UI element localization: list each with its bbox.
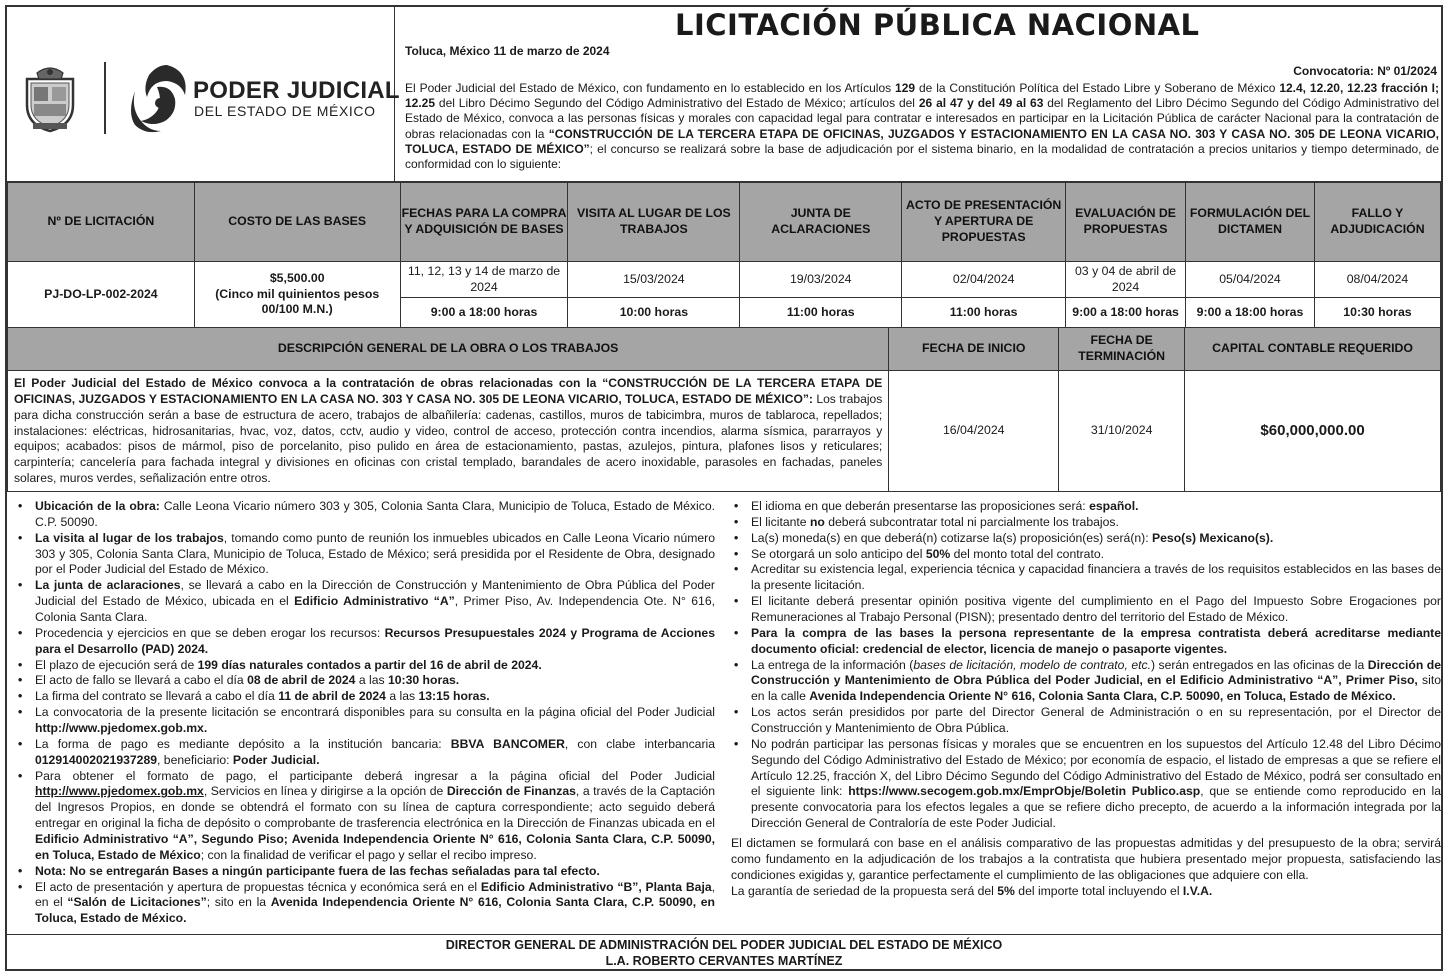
works-row — [8, 371, 1441, 492]
works-description-lead: El Poder Judicial del Estado de México convoca a la contratación de obras relacionadas con la “CONSTRUCCIÓN DE LA TERCERA ETAPA DE OFICINAS, JUZGADOS Y ESTACIONAMIENTO EN LA CASA NO. 303 Y CASA NO. 305 DE LEONA VICARIO, TOLUCA, ESTADO DE MÉXICO”: — [14, 376, 883, 407]
condition-item: • La junta de aclaraciones, se llevará a cabo en la Dirección de Construcción y Mantenimiento de Obra Pública del Poder Judicial del Estado de México, ubicada en el Edificio Administrativo “A”, Primer Piso, Av. Independencia Ote. N° 616, Colonia Santa Clara. — [18, 578, 715, 625]
guarantee-paragraph: La garantía de seriedad de la propuesta será del 5% del importe total incluyendo el I.V.A. — [731, 883, 1213, 898]
works-header-row — [8, 328, 1441, 371]
condition-item: • Nota: No se entregarán Bases a ningún participante fuera de las fechas señaladas para tal efecto. — [18, 863, 600, 878]
condition-item: • Para la compra de las bases la persona representante de la empresa contratista deberá acreditarse mediante documento oficial: credencial de elector, licencia de manejo o pasaporte vigentes. — [734, 625, 1441, 656]
bullet-icon: • — [734, 625, 739, 640]
condition-item: • Para obtener el formato de pago, el participante deberá ingresar a la página oficial del Poder Judicial http://www.pjedomex.gob.mx, Servicios en línea y dirigirse a la opción de Dirección de Finanzas, a través de la Captación del Ingresos Propios, en donde se obtendrá el formato con su línea de captura correspondiente; acto seguido deberá entregar en original la ficha de depósito o comprobante de trasferencia electrónica en la Dirección de Finanzas ubicada en el Edificio Administrativo “A”, Segundo Piso; Avenida Independencia Oriente N° 616, Colonia Santa Clara, C.P. 50090, en Toluca, Estado de México; con la finalidad de verificar el pago y sellar el recibo impreso. — [18, 768, 715, 862]
condition-item: • El licitante no deberá subcontratar total ni parcialmente los trabajos. — [734, 514, 1119, 529]
condition-item: • La convocatoria de la presente licitación se encontrará disponibles para su consulta en la página oficial del Poder Judicial http://www.pjedomex.gob.mx. — [18, 705, 715, 736]
time-cell: 11:00 horas — [740, 298, 902, 328]
header-text-area — [405, 7, 1440, 182]
time-cell: 10:00 horas — [568, 298, 740, 328]
bullet-icon: • — [18, 689, 23, 704]
header — [7, 7, 1441, 182]
bullet-icon: • — [18, 625, 23, 640]
licitacion-number: PJ-DO-LP-002-2024 — [8, 262, 195, 328]
condition-item: • Procedencia y ejercicios en que se deben erogar los recursos: Recursos Presupuestales 2024 y Programa de Acciones para el Desarrollo (PAD) 2024. — [18, 625, 715, 656]
bullet-icon: • — [734, 514, 739, 529]
bullet-icon: • — [734, 499, 739, 513]
header-cell: FECHA DE TERMINACIÓN — [1059, 328, 1185, 371]
condition-item: • No podrán participar las personas físicas y morales que se encuentren en los supuestos del Artículo 12.48 del Libro Décimo Segundo del Código Administrativo del Estado de México; por economía de espacio, el listado de empresas a que se refiere el Artículo 12.25, fracción X, del Libro Décimo Segundo del Código Administrativo del Estado de México, podrá ser consultado en el siguiente link: https://www.secogem.gob.mx/EmprObje/Boletin Publico.asp, que se entiende como reproducido en la presente convocatoria para los efectos legales a que se refiere dicho precepto, de acuerdo a la información integrada por la Dirección General de Contraloría de este Poder Judicial. — [734, 736, 1441, 831]
date-cell: 11, 12, 13 y 14 de marzo de 2024 — [400, 262, 568, 298]
header-cell: Nº DE LICITACIÓN — [8, 183, 195, 262]
bullet-icon: • — [734, 736, 739, 751]
header-cell: ACTO DE PRESENTACIÓN Y APERTURA DE PROPUESTAS — [902, 183, 1066, 262]
bullet-icon: • — [18, 530, 23, 545]
notice-page — [5, 5, 1443, 971]
signer-name: L.A. ROBERTO CERVANTES MARTÍNEZ — [605, 954, 843, 969]
condition-item: • La forma de pago es mediante depósito a la institución bancaria: BBVA BANCOMER, con clabe interbancaria 012914002021937289, beneficiario: Poder Judicial. — [18, 736, 715, 767]
bullet-icon: • — [18, 768, 23, 783]
closing-paragraph: El dictamen se formulará con base en el análisis comparativo de las propuestas admitidas y del presupuesto de la obra; servirá como fundamento en la adjudicación de los trabajos a la contratista que hubiera presentado mejor propuesta, satisfaciendo las condiciones exigidas y, garantice perfectamente el cumplimiento de las obligaciones que adquiere con ella. — [731, 836, 1441, 882]
bullet-icon: • — [734, 546, 739, 561]
page-title: LICITACIÓN PÚBLICA NACIONAL — [675, 8, 1200, 42]
convocatoria-number: Convocatoria: Nº 01/2024 — [1293, 64, 1437, 78]
schedule-dates-row — [8, 262, 1441, 298]
condition-item: • El idioma en que deberán presentarse las proposiciones será: español. — [734, 499, 1139, 513]
schedule-header-row — [8, 183, 1441, 262]
condition-item: • La firma del contrato se llevará a cabo el día 11 de abril de 2024 a las 13:15 horas. — [18, 689, 490, 704]
header-cell: FALLO Y ADJUDICACIÓN — [1314, 183, 1440, 262]
bullet-icon: • — [18, 578, 23, 593]
logo-area — [7, 7, 400, 182]
header-cell: FECHA DE INICIO — [889, 328, 1059, 371]
condition-item: • El acto de fallo se llevará a cabo el día 08 de abril de 2024 a las 10:30 horas. — [18, 673, 460, 688]
schedule-table — [7, 182, 1441, 328]
works-description-body: Los trabajos para dicha construcción serán a base de estructura de acero, trabajos de albañilería: cadenas, castillos, muros de tabicimbra, muros de tablaroca, repellados; instalaciones: eléctricas, hidrosanitarias, hvac, voz, datos, cctv, audio y video, control de acceso, protección contra incendios, alarma sísmica, pararrayos y equipos; acabados: pisos de mármol, piso de porcelanito, piso pulido en área de estacionamiento, pastas, azulejos, pintura, plafones lisos y reticulares; carpintería; cancelería para fachada integral y divisiones en oficinas con cristal templado, barandales de acero inoxidable, parasoles en fachadas, paneles solares, muros verdes, señalización entre otros. — [14, 392, 883, 485]
state-seal-icon — [21, 65, 79, 133]
condition-item: • El licitante deberá presentar opinión positiva vigente del cumplimiento en el Pago del Impuesto Sobre Erogaciones por Remuneraciones al Trabajo Personal (PISN); presentado dentro del territorio del Estado de México. — [734, 594, 1441, 625]
bases-cost-words: (Cinco mil quinientos pesos 00/100 M.N.) — [215, 286, 380, 317]
time-cell: 10:30 horas — [1314, 298, 1440, 328]
condition-item: • Acreditar su existencia legal, experiencia técnica y capacidad financiera a través de los requisitos establecidos en las bases de la presente licitación. — [734, 562, 1441, 593]
date-cell: 05/04/2024 — [1186, 262, 1315, 298]
condition-item: • Se otorgará un solo anticipo del 50% del monto total del contrato. — [734, 546, 1105, 561]
start-date: 16/04/2024 — [889, 371, 1059, 492]
date-cell: 02/04/2024 — [902, 262, 1066, 298]
conditions-section — [7, 491, 1441, 935]
header-cell: FORMULACIÓN DEL DICTAMEN — [1186, 183, 1315, 262]
conditions-column-right — [731, 499, 1441, 899]
bullet-icon: • — [734, 530, 739, 545]
condition-item: • Ubicación de la obra: Calle Leona Vicario número 303 y 305, Colonia Santa Clara, Municipio de Toluca, Estado de México. C.P. 50090. — [18, 499, 715, 529]
logo-title: PODER JUDICIAL — [193, 77, 400, 104]
bullet-icon: • — [18, 705, 23, 720]
works-description — [8, 371, 889, 492]
signature-block — [7, 935, 1441, 970]
date-cell: 19/03/2024 — [740, 262, 902, 298]
header-cell: DESCRIPCIÓN GENERAL DE LA OBRA O LOS TRABAJOS — [8, 328, 889, 371]
time-cell: 11:00 horas — [902, 298, 1066, 328]
conditions-list-left — [15, 499, 715, 927]
header-cell: EVALUACIÓN DE PROPUESTAS — [1066, 183, 1186, 262]
condition-item: • La(s) moneda(s) en que deberá(n) cotizarse la(s) proposición(es) será(n): Peso(s) Mexicano(s). — [734, 530, 1274, 545]
date-cell: 15/03/2024 — [568, 262, 740, 298]
bullet-icon: • — [734, 657, 739, 672]
condition-item: • La entrega de la información (bases de licitación, modelo de contrato, etc.) serán entregados en las oficinas de la Dirección de Construcción y Mantenimiento de Obra Pública del Poder Judicial, en el Edificio Administrativo “A”, Primer Piso, sito en la calle Avenida Independencia Oriente N° 616, Colonia Santa Clara, C.P. 50090, en Toluca, Estado de México. — [734, 657, 1441, 704]
bullet-icon: • — [18, 499, 23, 513]
logo-divider — [104, 62, 106, 134]
bases-cost-amount: $5,500.00 — [269, 270, 325, 285]
date-cell: 03 y 04 de abril de 2024 — [1066, 262, 1186, 298]
bullet-icon: • — [734, 562, 739, 577]
header-cell: CAPITAL CONTABLE REQUERIDO — [1185, 328, 1441, 371]
condition-item: • El plazo de ejecución será de 199 días naturales contados a partir del 16 de abril de 2024. — [18, 657, 542, 672]
bullet-icon: • — [18, 879, 23, 894]
bullet-icon: • — [18, 673, 23, 688]
poder-judicial-logo-icon — [127, 61, 189, 135]
bullet-icon: • — [18, 863, 23, 878]
header-cell: COSTO DE LAS BASES — [194, 183, 400, 262]
bullet-icon: • — [734, 594, 739, 609]
header-cell: VISITA AL LUGAR DE LOS TRABAJOS — [568, 183, 740, 262]
time-cell: 9:00 a 18:00 horas — [1186, 298, 1315, 328]
logo-subtitle: DEL ESTADO DE MÉXICO — [194, 103, 376, 119]
bullet-icon: • — [734, 705, 739, 720]
date-cell: 08/04/2024 — [1314, 262, 1440, 298]
required-capital: $60,000,000.00 — [1185, 371, 1441, 492]
header-cell: JUNTA DE ACLARACIONES — [740, 183, 902, 262]
condition-item: • El acto de presentación y apertura de propuestas técnica y económica será en el Edificio Administrativo “B”, Planta Baja, en el “Salón de Licitaciones”; sito en la Avenida Independencia Oriente N° 616, Colonia Santa Clara, C.P. 50090, en Toluca, Estado de México. — [18, 879, 715, 926]
works-table — [7, 327, 1441, 492]
header-cell: FECHAS PARA LA COMPRA Y ADQUISICIÓN DE BASES — [400, 183, 568, 262]
intro-paragraph: El Poder Judicial del Estado de México, con fundamento en lo establecido en los Artículos 129 de la Constitución Política del Estado Libre y Soberano de México 12.4, 12.20, 12.23 fracción I; 12.25 del Libro Décimo Segundo del Código Administrativo del Estado de México; artículos del 26 al 47 y del 49 al 63 del Reglamento del Libro Décimo Segundo del Código Administrativo del Estado de México, convoca a las personas físicas y morales con capacidad legal para contratar e interesados en participar en la Licitación Pública de carácter Nacional para la contratación de obras relacionadas con la “CONSTRUCCIÓN DE LA TERCERA ETAPA DE OFICINAS, JUZGADOS Y ESTACIONAMIENTO EN LA CASA NO. 303 Y CASA NO. 305 DE LEONA VICARIO, TOLUCA, ESTADO DE MÉXICO”; el concurso se realizará sobre la base de adjudicación por el sistema binario, en la modalidad de contratación a precios unitarios y tiempo determinado, de conformidad con lo siguiente: — [405, 81, 1440, 172]
time-cell: 9:00 a 18:00 horas — [1066, 298, 1186, 328]
bullet-icon: • — [18, 657, 23, 672]
condition-item: • La visita al lugar de los trabajos, tomando como punto de reunión los inmuebles ubicados en Calle Leona Vicario número 303 y 305, Colonia Santa Clara, Municipio de Toluca, Estado de México; será presidida por el Residente de Obra, designado por el Poder Judicial del Estado de México. — [18, 530, 715, 577]
end-date: 31/10/2024 — [1059, 371, 1185, 492]
time-cell: 9:00 a 18:00 horas — [400, 298, 568, 328]
conditions-list-right — [731, 499, 1441, 832]
bullet-icon: • — [18, 736, 23, 751]
issue-date: Toluca, México 11 de marzo de 2024 — [405, 44, 610, 58]
signer-title: DIRECTOR GENERAL DE ADMINISTRACIÓN DEL PODER JUDICIAL DEL ESTADO DE MÉXICO — [445, 938, 1003, 952]
bases-cost — [194, 262, 400, 328]
condition-item: • Los actos serán presididos por parte del Director General de Administración o en su representación, por el Director de Construcción y Mantenimiento de Obra Pública. — [734, 705, 1441, 736]
